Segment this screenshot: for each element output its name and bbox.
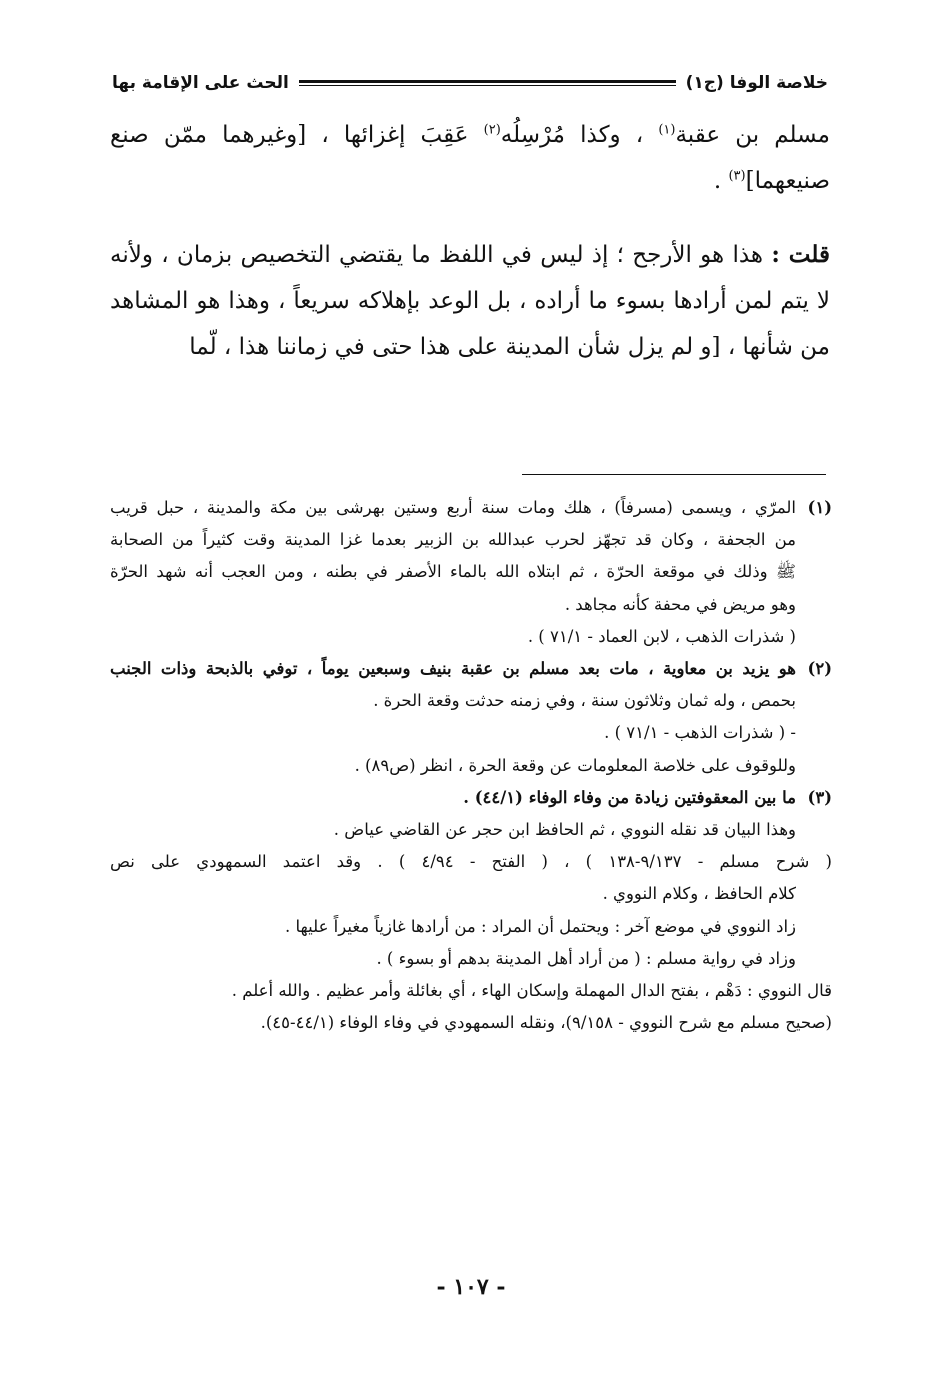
main-text (110, 112, 830, 370)
footnote-ref-3: (٣) (728, 168, 746, 184)
footnote-line: كلام الحافظ ، وكلام النووي . (602, 884, 796, 904)
footnote-line: ( شذرات الذهب ، لابن العماد - ٧١/١ ) . (527, 626, 796, 646)
text-run: عَقِبَ إغزائها ، [وغيرهما ممّن صنع صنيعهما] (110, 122, 830, 194)
footnote-2 (110, 653, 832, 782)
text-run: هذا هو الأرجح ؛ إذ ليس في اللفظ ما يقتضي التخصيص بزمان ، ولأنه لا يتم لمن أرادها بسوء ما أراده ، بل الوعد بإهلاكه سريعاً ، وهذا هو المشاهد من شأنها ، [و لم يزل شأن المدينة على هذا حتى في زماننا هذا ، لّما (110, 242, 830, 360)
footnote-ref-2: (٢) (483, 122, 501, 138)
page-number: - ١٠٧ - (436, 1274, 506, 1300)
footnote-body (110, 653, 796, 782)
paragraph-1 (110, 112, 830, 204)
footnote-line: وهو مريض في محفة كأنه مجاهد . (564, 594, 796, 614)
footnote-body (110, 492, 796, 653)
footnote-line: هو يزيد بن معاوية ، مات بعد مسلم بن عقبة بنيف وسبعين يوماً ، توفي بالذبحة وذات الجنب (110, 659, 796, 679)
text-run: . (713, 168, 729, 194)
footnote-line: وللوقوف على خلاصة المعلومات عن وقعة الحرة ، انظر (ص٨٩) . (354, 755, 796, 775)
footnote-line: ما بين المعقوفتين زيادة من وفاء الوفاء (٤٤/١) . (463, 787, 796, 807)
footnote-line: (صحيح مسلم مع شرح النووي - ٩/١٥٨)، ونقله السمهودي في وفاء الوفاء (٤٤/١-٤٥). (260, 1013, 832, 1033)
footnote-line: وهذا البيان قد نقله النووي ، ثم الحافظ ابن حجر عن القاضي عياض . (333, 820, 796, 840)
paragraph-2 (110, 232, 830, 370)
header-volume: (ج١) (685, 73, 724, 93)
footnote-number: (٣) (807, 787, 832, 807)
header-rule (299, 80, 676, 86)
header-book-title: خلاصة الوفا (729, 73, 828, 93)
footnote-line: وزاد في رواية مسلم : ( من أراد أهل المدينة بدهم أو بسوء ) . (376, 948, 796, 968)
footnotes (110, 492, 832, 1039)
footnote-line: - ( شذرات الذهب - ٧١/١ ) . (604, 723, 796, 743)
footnote-line: زاد النووي في موضع آخر : ويحتمل أن المراد : من أرادها غازياً مغيراً عليها . (285, 916, 796, 936)
footnote-1 (110, 492, 832, 653)
text-run: ، وكذا مُرْسِلُه (500, 122, 659, 148)
footnote-3 (110, 782, 832, 1040)
footnote-number: (١) (807, 498, 832, 517)
footnote-body (110, 782, 832, 1040)
footnote-line: من الجحفة ، وكان قد تجهّز لحرب عبدالله بن الزبير بعدما غزا المدينة وقت كثيراً من الصحابة (110, 530, 796, 550)
footnote-line: قال النووي : دَهْم ، بفتح الدال المهملة وإسكان الهاء ، أي بغائلة وأمر عظيم . والله أعلم . (231, 981, 832, 1001)
text-run: مسلم بن عقبة (675, 122, 830, 148)
footnote-line: المرّي ، ويسمى (مسرفاً) ، هلك ومات سنة أربع وستين بهرشى بين مكة والمدينة ، حبل قريب (110, 498, 796, 517)
header-chapter-title: الحث على الإقامة بها (112, 73, 289, 93)
footnote-ref-1: (١) (658, 122, 676, 138)
footnote-line: ( شرح مسلم - ٩/١٣٧-١٣٨ ) ، ( الفتح - ٤/٩٤ ) . وقد اعتمد السمهودي على نص (110, 852, 832, 872)
footnote-separator (522, 474, 826, 475)
footnote-number: (٢) (807, 659, 832, 679)
paragraph-lead-word: قلت : (771, 241, 830, 268)
footnote-line: ﷺ وذلك في موقعة الحرّة ، ثم ابتلاه الله بالماء الأصفر في بطنه ، ومن العجب أنه شهد الحرّة (110, 562, 796, 582)
footnote-line: بحمص ، وله ثمان وثلاثون سنة ، وفي زمنه حدثت وقعة الحرة . (373, 691, 796, 711)
running-header (112, 68, 828, 98)
